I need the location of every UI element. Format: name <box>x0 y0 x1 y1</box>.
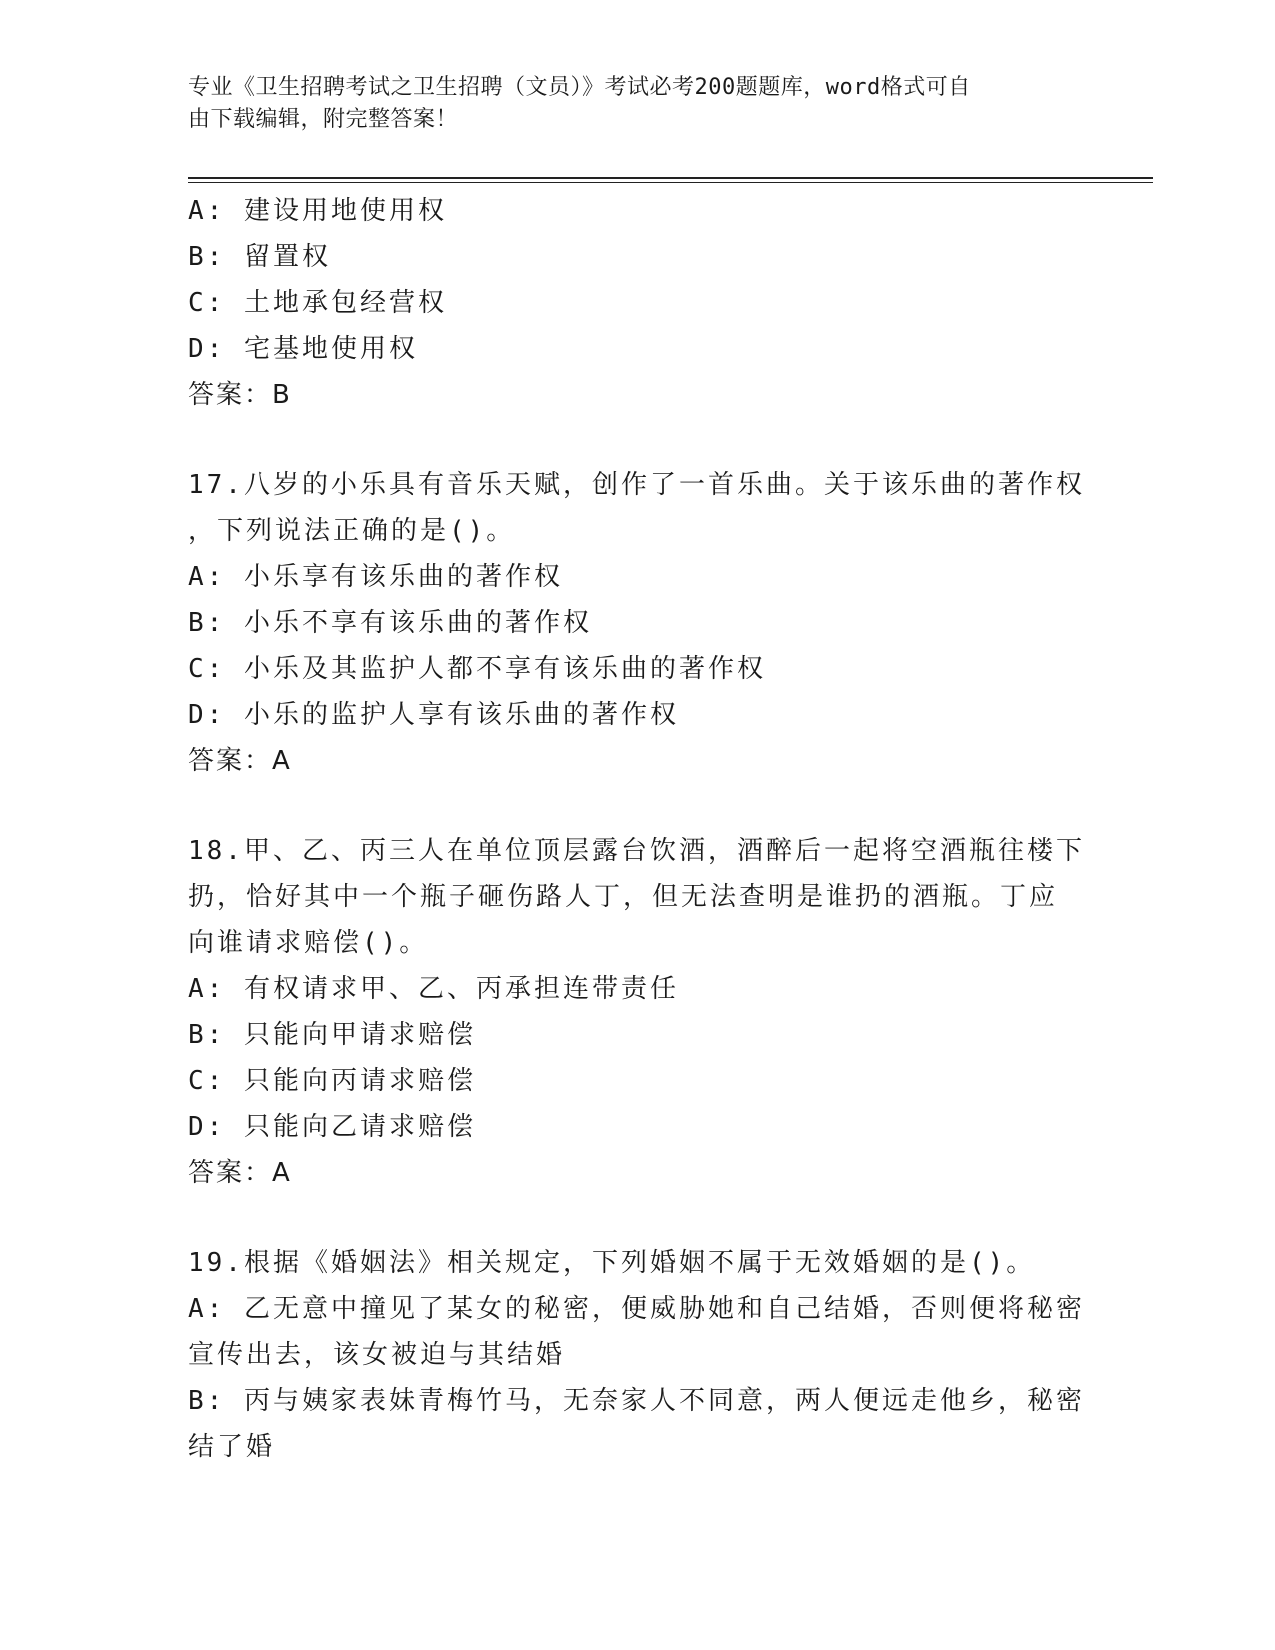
option-b: B: 只能向甲请求赔偿 <box>188 1020 476 1050</box>
document-body <box>188 188 1088 1470</box>
question-16-continued <box>188 188 1088 418</box>
question-17 <box>188 462 1088 784</box>
option-b: B: 小乐不享有该乐曲的著作权 <box>188 608 592 638</box>
header-divider-thin <box>188 182 1153 183</box>
option-a: A: 小乐享有该乐曲的著作权 <box>188 562 563 592</box>
spacer <box>188 1196 1088 1240</box>
document-header <box>188 72 1068 136</box>
spacer <box>188 784 1088 828</box>
question-text-line-1: 19.根据《婚姻法》相关规定，下列婚姻不属于无效婚姻的是()。 <box>188 1248 1036 1278</box>
option-a: A: 建设用地使用权 <box>188 196 447 226</box>
header-line-1: 专业《卫生招聘考试之卫生招聘（文员）》考试必考200题题库，word格式可自 <box>188 75 971 100</box>
question-text-line-1: 18.甲、乙、丙三人在单位顶层露台饮酒，酒醉后一起将空酒瓶往楼下 <box>188 836 1085 866</box>
option-c: C: 只能向丙请求赔偿 <box>188 1066 476 1096</box>
option-a-line-1: A: 乙无意中撞见了某女的秘密，便威胁她和自己结婚，否则便将秘密 <box>188 1294 1085 1324</box>
option-a: A: 有权请求甲、乙、丙承担连带责任 <box>188 974 679 1004</box>
option-d: D: 只能向乙请求赔偿 <box>188 1112 476 1142</box>
option-d: D: 宅基地使用权 <box>188 334 418 364</box>
question-text-line-3: 向谁请求赔偿()。 <box>188 928 429 958</box>
question-19 <box>188 1240 1088 1470</box>
answer-label: 答案：A <box>188 746 292 776</box>
question-text-line-2: 扔，恰好其中一个瓶子砸伤路人丁，但无法查明是谁扔的酒瓶。丁应 <box>188 882 1059 912</box>
option-b-line-1: B: 丙与姨家表妹青梅竹马，无奈家人不同意，两人便远走他乡，秘密 <box>188 1386 1085 1416</box>
option-b: B: 留置权 <box>188 242 331 272</box>
option-d: D: 小乐的监护人享有该乐曲的著作权 <box>188 700 679 730</box>
question-18 <box>188 828 1088 1196</box>
question-text-line-2: ，下列说法正确的是()。 <box>188 516 516 546</box>
spacer <box>188 418 1088 462</box>
question-text-line-1: 17.八岁的小乐具有音乐天赋，创作了一首乐曲。关于该乐曲的著作权 <box>188 470 1085 500</box>
header-divider <box>188 177 1153 179</box>
answer-label: 答案：A <box>188 1158 292 1188</box>
option-b-line-2: 结了婚 <box>188 1432 276 1462</box>
option-c: C: 土地承包经营权 <box>188 288 447 318</box>
option-a-line-2: 宣传出去，该女被迫与其结婚 <box>188 1340 566 1370</box>
header-line-2: 由下载编辑，附完整答案！ <box>188 107 459 132</box>
answer-label: 答案：B <box>188 380 292 410</box>
option-c: C: 小乐及其监护人都不享有该乐曲的著作权 <box>188 654 766 684</box>
